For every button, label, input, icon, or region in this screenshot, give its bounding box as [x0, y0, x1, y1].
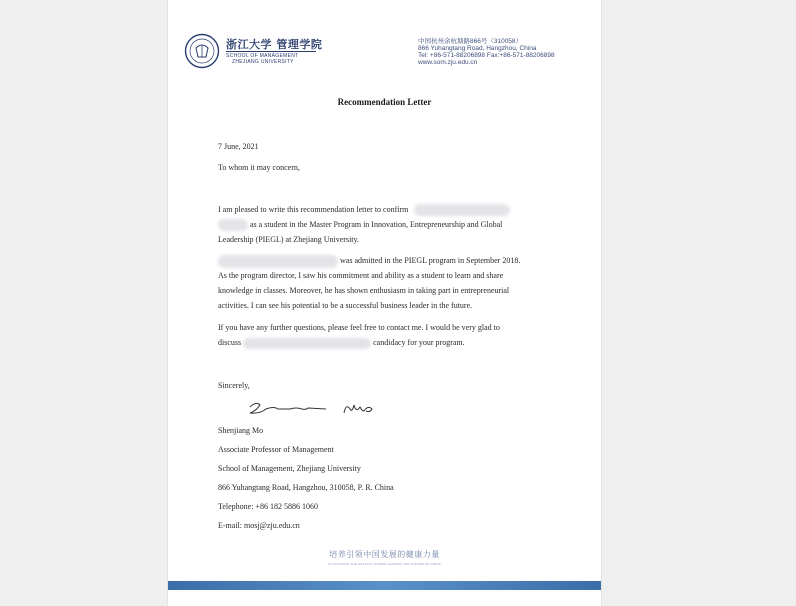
signer-address: 866 Yuhangtang Road, Hangzhou, 310058, P. R. China	[218, 483, 394, 492]
letterhead-address-block	[418, 38, 555, 66]
p2-line-a: was admitted in the PIEGL program in September 2018.	[340, 256, 521, 265]
letter-salutation: To whom it may concern,	[218, 163, 300, 172]
signer-name: Shenjiang Mo	[218, 426, 264, 435]
website: www.som.zju.edu.cn	[418, 59, 478, 66]
paragraph-2	[218, 253, 549, 313]
p3-line-b-pre: discuss	[218, 338, 242, 347]
p3-line-b-post: candidacy for your program.	[373, 338, 465, 347]
letter-title: Recommendation Letter	[337, 97, 432, 107]
p2-line-b: As the program director, I saw his commitment and ability as a student to learn and share	[218, 271, 504, 280]
redacted-name	[218, 219, 248, 231]
signer-phone: Telephone: +86 182 5886 1060	[218, 502, 318, 511]
signer-school: School of Management, Zhejiang University	[218, 464, 361, 473]
letter-closing: Sincerely,	[218, 381, 250, 390]
redacted-name	[243, 338, 371, 349]
letter-page	[168, 0, 601, 606]
footer-slogan-en: CULTIVATING THE HEALTHY POWER LEADING THE FUTURE OF CHINA	[328, 562, 441, 566]
signer-email: E-mail: mosj@zju.edu.cn	[218, 521, 300, 530]
letterhead-name-cn: 浙江大学 管理学院	[226, 38, 323, 51]
p2-line-d: activities. I can see his potential to be a successful business leader in the future.	[218, 301, 473, 310]
paragraph-1	[218, 202, 549, 247]
signer-title: Associate Professor of Management	[218, 445, 334, 454]
handwritten-signature	[246, 397, 381, 421]
p2-line-c: knowledge in classes. Moreover, he has shown enthusiasm in taking part in entrepreneurial	[218, 286, 510, 295]
redacted-name	[414, 204, 510, 216]
paragraph-3	[218, 320, 549, 350]
p1-line-a: I am pleased to write this recommendation letter to confirm	[218, 205, 409, 214]
zju-seal-logo	[184, 33, 220, 69]
p3-line-a: If you have any further questions, please feel free to contact me. I would be very glad to	[218, 323, 500, 332]
p1-line-b: as a student in the Master Program in Innovation, Entrepreneurship and Global	[250, 220, 503, 229]
footer-band	[168, 581, 601, 590]
address-cn: 中国杭州余杭塘路866号（310058）	[418, 38, 523, 45]
p1-line-c: Leadership (PIEGL) at Zhejiang University.	[218, 235, 359, 244]
letterhead-rule	[226, 51, 316, 52]
address-en: 866 Yuhangtang Road, Hangzhou, China	[418, 45, 537, 52]
tel-fax: Tel: +86-571-88206898 Fax:+86-571-88206898	[418, 52, 555, 59]
letterhead-university-en: ZHEJIANG UNIVERSITY	[232, 59, 294, 65]
footer-slogan-cn: 培养引领中国发展的健康力量	[329, 550, 440, 559]
redacted-name	[218, 255, 338, 268]
signature-block	[218, 421, 394, 535]
letterhead-school-en: SCHOOL OF MANAGEMENT	[226, 53, 299, 59]
letter-date: 7 June, 2021	[218, 142, 259, 151]
